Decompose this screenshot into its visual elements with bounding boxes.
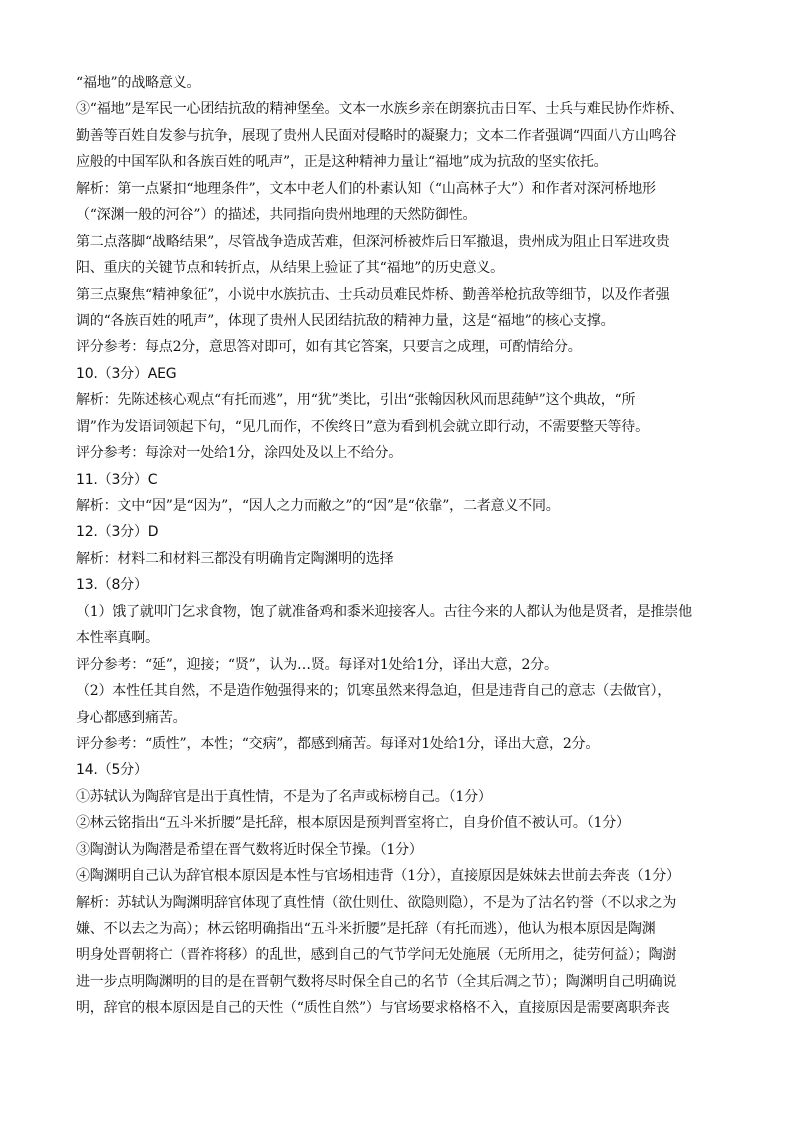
text-line: 明，辞官的根本原因是自己的天性（“质性自然”）与官场要求格格不入，直接原因是需要离职奔丧 [76,1000,670,1017]
text-line: 解析：材料二和材料三都没有明确肯定陶渊明的选择 [76,550,394,567]
text-line: ③陶澍认为陶潜是希望在晋气数将近时保全节操。（1分） [76,841,423,858]
text-line: 阳、重庆的关键节点和转折点，从结果上验证了其“福地”的历史意义。 [76,260,504,277]
text-line: 勤善等百姓自发参与抗争，展现了贵州人民面对侵略时的凝聚力；文本二作者强调“四面八方山鸣谷 [76,127,677,144]
text-line: 本性率真啊。 [76,630,159,647]
question-heading: 12.（3分）D [76,524,159,541]
text-line: “福地”的战略意义。 [76,75,201,91]
text-line: 谓”作为发语词领起下句，“见几而作，不俟终日”意为看到机会就立即行动，不需要整天等待。 [76,418,649,435]
text-line: 解析：文中“因”是“因为”，“因人之力而敝之”的“因”是“依靠”，二者意义不同。 [76,498,560,514]
text-line: 身心都感到痛苦。 [76,709,187,726]
text-line: 解析：苏轼认为陶渊明辞官体现了真性情（欲仕则仕、欲隐则隐），不是为了沽名钓誉（不以求之为 [76,894,677,911]
text-line: 评分参考：“延”，迎接；“贤”，认为…贤。每译对1处给1分，译出大意，2分。 [76,656,558,673]
text-line: 评分参考：每点2分，意思答对即可，如有其它答案，只要言之成理，可酌情给分。 [76,339,582,356]
text-line: 第二点落脚“战略结果”，尽管战争造成苦难，但深河桥被炸后日军撤退，贵州成为阻止日军进攻贵 [76,233,670,250]
text-line: （“深渊一般的河谷”）的描述，共同指向贵州地理的天然防御性。 [76,207,477,224]
text-line: 解析：先陈述核心观点“有托而逃”，用“犹”类比，引出“张翰因秋风而思莼鲈”这个典故，“所 [76,392,636,409]
text-line: 评分参考：“质性”，本性；“交病”，都感到痛苦。每译对1处给1分，译出大意，2分。 [76,735,600,752]
text-line: （2）本性任其自然，不是造作勉强得来的；饥寒虽然来得急迫，但是违背自己的意志（去做官）， [76,683,672,700]
text-line: ③“福地”是军民一心团结抗敌的精神堡垒。文本一水族乡亲在朗寨抗击日军、士兵与难民协作炸桥、 [76,101,684,118]
text-line: 应般的中国军队和各族百姓的吼声”，正是这种精神力量让“福地”成为抗敌的坚实依托。 [76,154,608,171]
text-line: ④陶渊明自己认为辞官根本原因是本性与官场相违背（1分），直接原因是妹妹去世前去奔丧（1分） [76,868,680,885]
text-line: 进一步点明陶渊明的目的是在晋朝气数将尽时保全自己的名节（全其后凋之节）；陶渊明自己明确说 [76,973,677,990]
question-heading: 10.（3分）AEG [76,365,177,382]
text-line: 第三点聚焦“精神象征”，小说中水族抗击、士兵动员难民炸桥、勤善举枪抗敌等细节，以及作者强 [76,286,670,303]
text-line: ①苏轼认为陶辞官是出于真性情，不是为了名声或标榜自己。（1分） [76,788,492,805]
text-line: （1）饿了就叩门乞求食物，饱了就准备鸡和黍米迎接客人。古往今来的人都认为他是贤者，是推崇他 [76,603,692,620]
text-line: 调的“各族百姓的吼声”，体现了贵州人民团结抗敌的精神力量，这是“福地”的核心支撑。 [76,312,615,329]
text-line: 嫌、不以去之为高）；林云铭明确指出“五斗米折腰”是托辞（有托而逃），他认为根本原因是陶渊 [76,921,656,937]
question-heading: 14.（5分） [76,762,148,779]
text-line: 解析：第一点紧扣“地理条件”，文本中老人们的朴素认知（“山高林子大”）和作者对深河桥地形 [76,180,656,197]
answer-text-block [76,70,724,1022]
question-heading: 11.（3分）C [76,471,158,488]
question-heading: 13.（8分） [76,577,148,594]
text-line: ②林云铭指出“五斗米折腰”是托辞，根本原因是预判晋室将亡，自身价值不被认可。（1分） [76,815,630,832]
text-line: 评分参考：每涂对一处给1分，涂四处及以上不给分。 [76,445,403,462]
text-line: 明身处晋朝将亡（晋祚将移）的乱世，感到自己的气节学问无处施展（无所用之，徒劳何益）；陶澍 [76,947,677,964]
